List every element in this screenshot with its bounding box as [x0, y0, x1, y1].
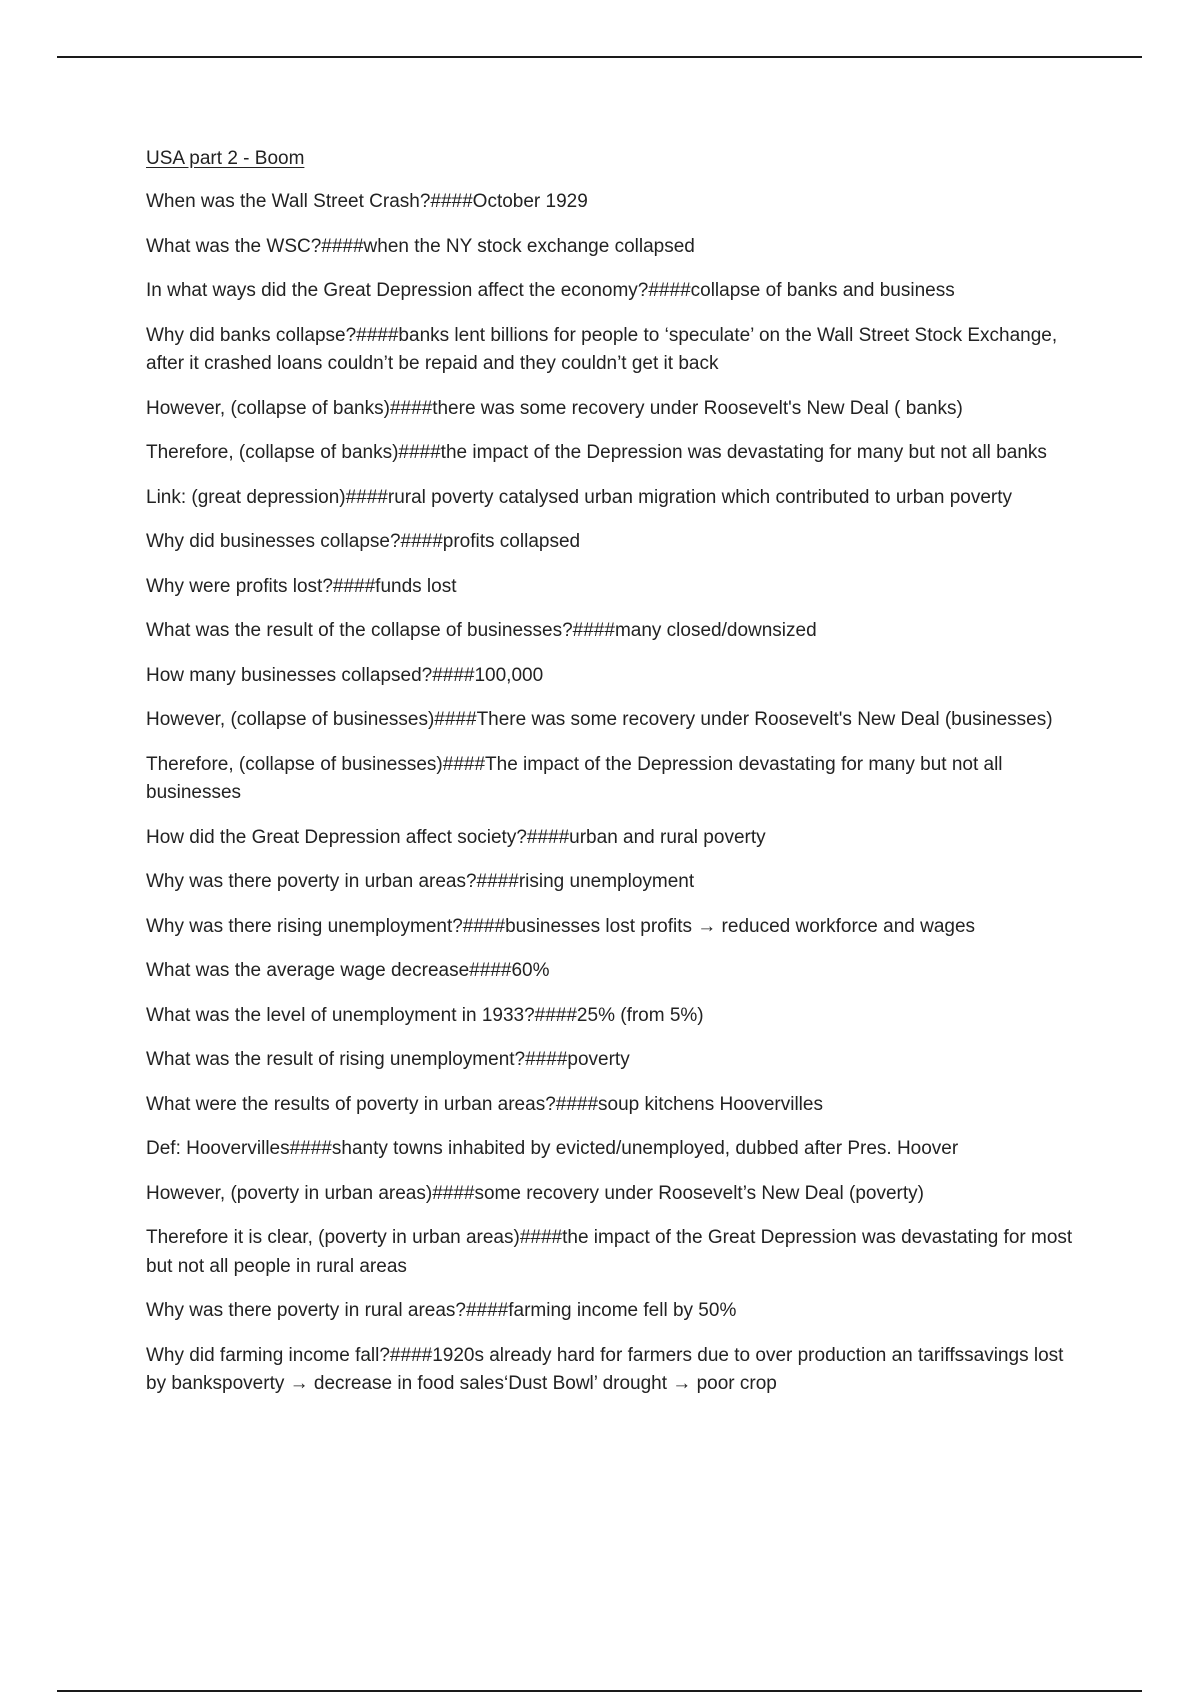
flashcard-9: Why were profits lost?####funds lost: [146, 575, 457, 597]
document-title: USA part 2 - Boom: [146, 148, 305, 169]
flashcard-25: Why did farming income fall?####1920s already hard for farmers due to over production an tariffssavings lost by bankspoverty → decrease in food sales‘Dust Bowl’ drought → poor crop: [146, 1344, 1064, 1394]
flashcard-3: In what ways did the Great Depression affect the economy?####collapse of banks and business: [146, 280, 955, 301]
flashcard-16: Why was there rising unemployment?####businesses lost profits → reduced workforce and wages: [146, 915, 976, 937]
flashcard-4: Why did banks collapse?####banks lent billions for people to ‘speculate’ on the Wall Street Stock Exchange, after it crashed loans couldn’t be repaid and they couldn’t get it back: [146, 324, 1058, 374]
flashcard-21: Def: Hoovervilles####shanty towns inhabited by evicted/unemployed, dubbed after Pres. Hoover: [146, 1138, 959, 1159]
flashcard-5: However, (collapse of banks)####there was some recovery under Roosevelt's New Deal ( banks): [146, 397, 963, 419]
flashcard-12: However, (collapse of businesses)####There was some recovery under Roosevelt's New Deal (businesses): [146, 709, 1053, 730]
flashcard-20: What were the results of poverty in urban areas?####soup kitchens Hoovervilles: [146, 1093, 823, 1115]
flashcard-8: Why did businesses collapse?####profits collapsed: [146, 531, 581, 552]
flashcard-17: What was the average wage decrease####60%: [146, 960, 550, 981]
flashcard-18: What was the level of unemployment in 1933?####25% (from 5%): [146, 1004, 704, 1026]
flashcard-11: How many businesses collapsed?####100,000: [146, 664, 544, 686]
flashcard-15: Why was there poverty in urban areas?####rising unemployment: [146, 871, 695, 892]
flashcard-14: How did the Great Depression affect society?####urban and rural poverty: [146, 826, 766, 848]
flashcard-6: Therefore, (collapse of banks)####the impact of the Depression was devastating for many but not all banks: [146, 442, 1047, 463]
flashcard-19: What was the result of rising unemployment?####poverty: [146, 1049, 630, 1070]
top-rule: [57, 56, 1142, 58]
flashcard-2: What was the WSC?####when the NY stock exchange collapsed: [146, 235, 695, 257]
flashcard-1: When was the Wall Street Crash?####October 1929: [146, 191, 588, 212]
flashcard-22: However, (poverty in urban areas)####some recovery under Roosevelt’s New Deal (poverty): [146, 1182, 924, 1204]
flashcard-24: Why was there poverty in rural areas?####farming income fell by 50%: [146, 1300, 737, 1321]
flashcard-23: Therefore it is clear, (poverty in urban areas)####the impact of the Great Depression was devastating for most but not all people in rural areas: [146, 1227, 1073, 1277]
flashcard-10: What was the result of the collapse of businesses?####many closed/downsized: [146, 620, 817, 641]
document-body: [146, 146, 1076, 1415]
flashcard-13: Therefore, (collapse of businesses)####The impact of the Depression devastating for many but not all businesses: [146, 753, 1003, 803]
flashcard-7: Link: (great depression)####rural poverty catalysed urban migration which contributed to urban poverty: [146, 486, 1013, 508]
bottom-rule: [57, 1690, 1142, 1692]
